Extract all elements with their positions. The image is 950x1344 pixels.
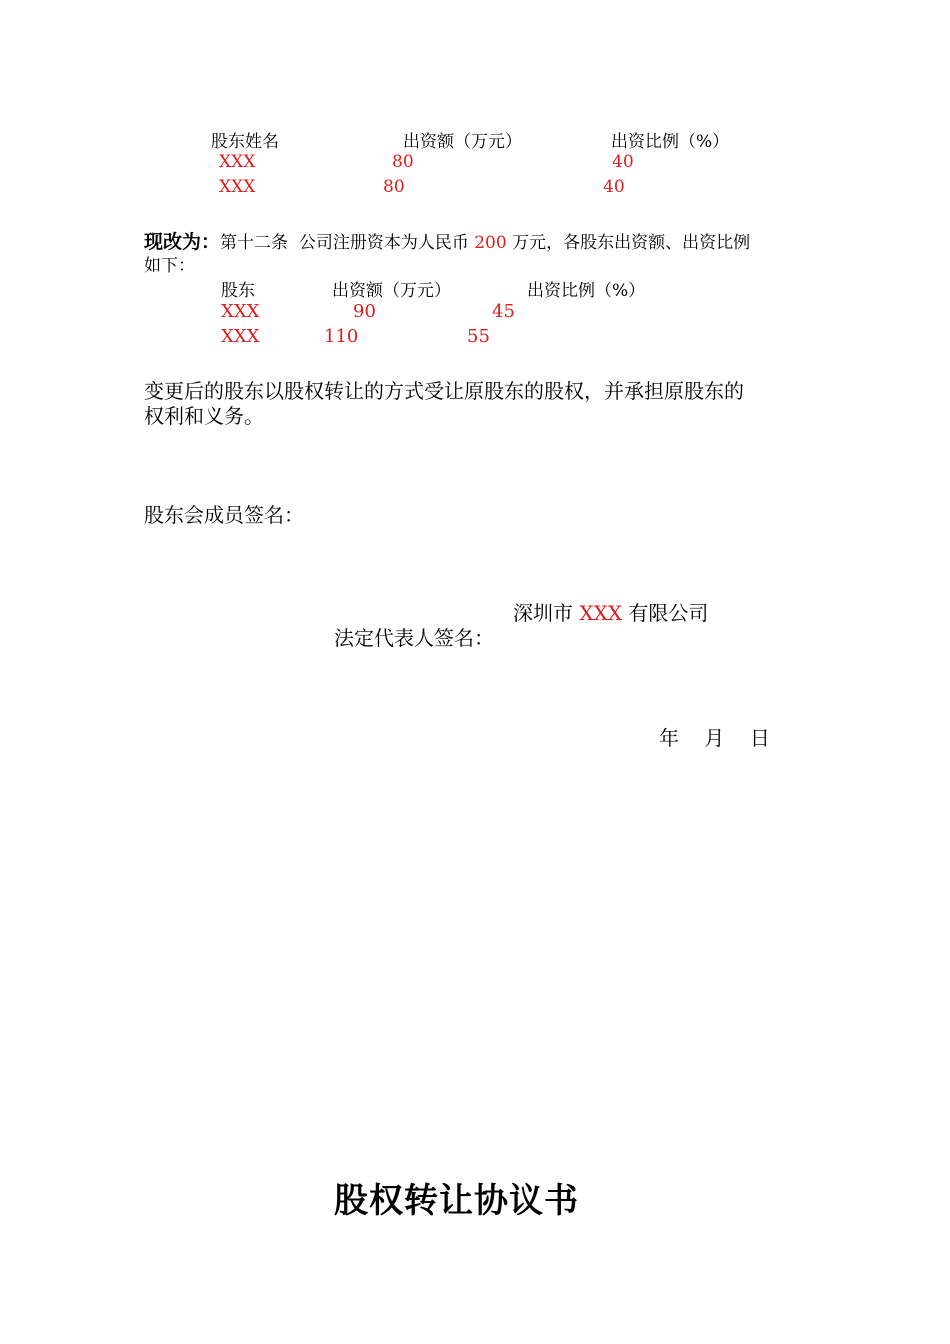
- original-row1-name: XXX: [219, 152, 256, 172]
- amendment-text-b: 万元，各股东出资额、出资比例: [506, 233, 751, 253]
- transfer-statement-line1: 变更后的股东以股权转让的方式受让原股东的股权，并承担原股东的: [144, 379, 744, 403]
- legal-rep-signature-label: 法定代表人签名：: [334, 626, 494, 650]
- new-header-ratio: 出资比例（%）: [527, 281, 646, 301]
- amendment-text-c: 如下：: [144, 256, 195, 276]
- shareholders-signature-label: 股东会成员签名：: [144, 503, 304, 527]
- original-row2-name: XXX: [219, 177, 256, 197]
- new-row1-name: XXX: [221, 301, 260, 322]
- new-row1-amount: 90: [353, 301, 376, 322]
- company-name: [513, 597, 708, 626]
- original-header-amount: 出资额（万元）: [403, 132, 522, 152]
- original-row1-amount: 80: [392, 152, 414, 172]
- transfer-statement-line2: 权利和义务。: [144, 404, 264, 428]
- new-header-amount: 出资额（万元）: [332, 281, 451, 301]
- amendment-text-a: 第十二条 公司注册资本为人民币: [220, 233, 475, 253]
- amendment-line: [144, 227, 750, 254]
- amendment-label: 现改为：: [144, 231, 221, 253]
- company-suffix: 有限公司: [622, 601, 709, 625]
- original-row2-ratio: 40: [603, 177, 625, 197]
- registered-capital: 200: [474, 233, 507, 253]
- new-row2-name: XXX: [221, 326, 260, 347]
- new-row1-ratio: 45: [492, 301, 515, 322]
- new-row2-amount: 110: [324, 326, 359, 347]
- signature-date: 年 月 日: [659, 726, 770, 750]
- original-header-name: 股东姓名: [211, 132, 279, 152]
- original-row1-ratio: 40: [612, 152, 634, 172]
- company-name-placeholder: XXX: [579, 601, 623, 625]
- new-header-name: 股东: [221, 281, 255, 301]
- original-header-ratio: 出资比例（%）: [611, 132, 730, 152]
- original-row2-amount: 80: [383, 177, 405, 197]
- new-row2-ratio: 55: [467, 326, 490, 347]
- agreement-title: 股权转让协议书: [334, 1181, 579, 1221]
- company-prefix: 深圳市: [513, 601, 580, 625]
